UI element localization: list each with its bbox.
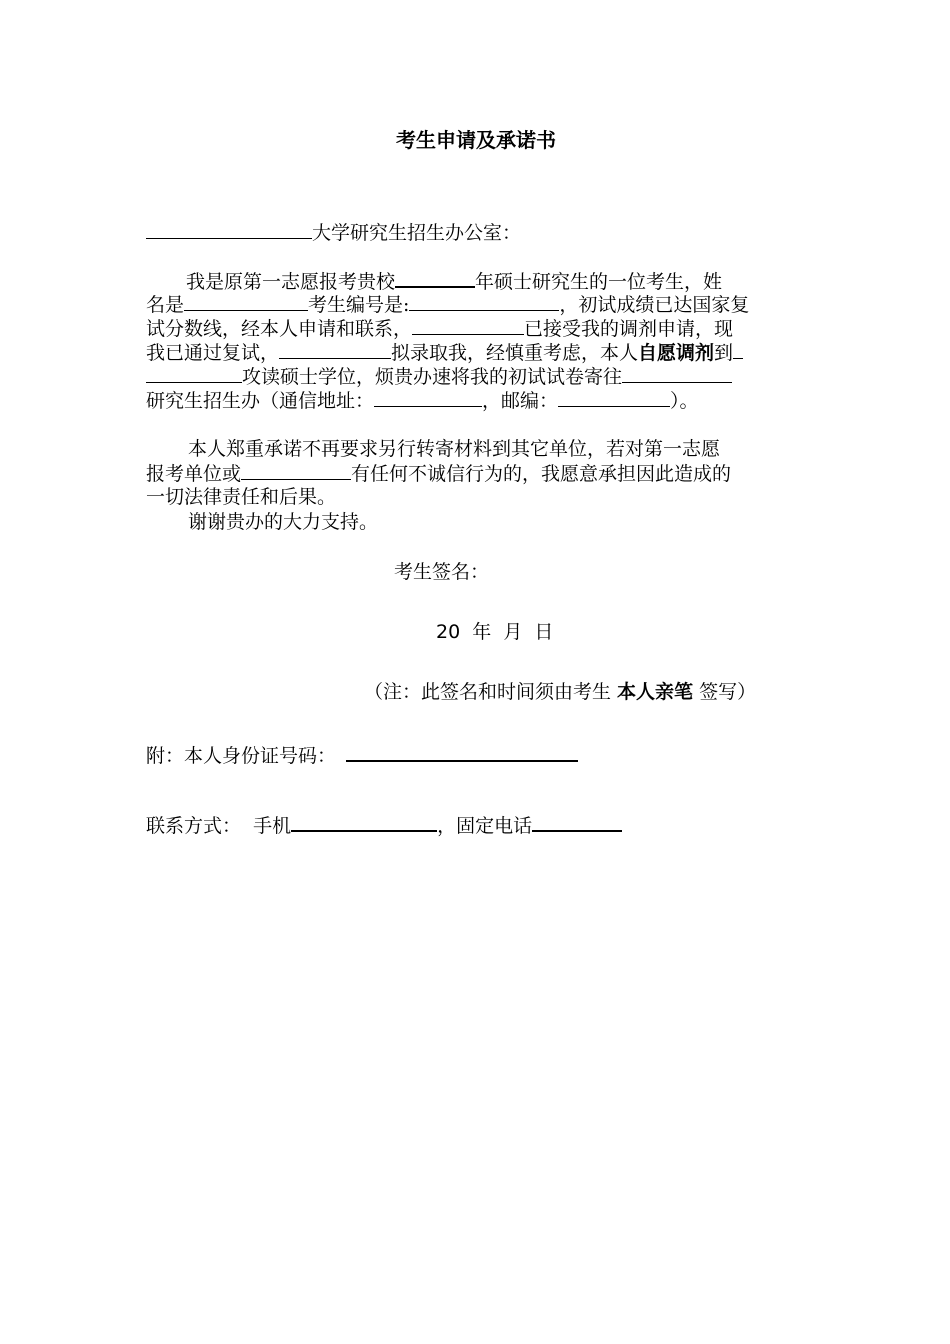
document-page xyxy=(146,0,806,1344)
note-text: （注：此签名和时间须由考生 xyxy=(364,681,618,703)
note-text: 签写） xyxy=(693,681,757,703)
para1-text: 我是原第一志愿报考贵校 xyxy=(186,271,396,293)
para1-text: 名是 xyxy=(146,294,185,316)
target-school-blank[interactable] xyxy=(146,364,242,383)
landline-blank[interactable] xyxy=(532,812,622,832)
date-line: 20 年 月 日 xyxy=(436,621,554,643)
para1-line4 xyxy=(146,340,743,365)
contact-line xyxy=(146,812,622,838)
admitting-school-blank[interactable] xyxy=(412,316,524,335)
para1-line2 xyxy=(146,292,749,317)
target-school-blank-start[interactable] xyxy=(733,340,743,359)
mobile-blank[interactable] xyxy=(291,812,437,832)
para1-text: 研究生招生办（通信地址： xyxy=(146,390,375,412)
para2-text: 有任何不诚信行为的，我愿意承担因此造成的 xyxy=(351,463,732,485)
para1-text: ）。 xyxy=(670,390,699,412)
addressee-text: 大学研究生招生办公室： xyxy=(312,222,522,244)
para1-text: ，邮编： xyxy=(482,390,559,412)
name-blank[interactable] xyxy=(184,292,308,311)
para2-line2 xyxy=(146,461,731,486)
voluntary-adjust-bold: 自愿调剂 xyxy=(638,342,715,364)
para1-text: 到 xyxy=(714,342,734,364)
para2-line3: 一切法律责任和后果。 xyxy=(146,486,337,508)
id-number-line xyxy=(146,742,578,768)
send-to-blank[interactable] xyxy=(622,364,732,383)
id-number-label: 附：本人身份证号码： xyxy=(146,745,337,767)
para1-text: ，初试成绩已达国家复 xyxy=(559,294,750,316)
para1-line6 xyxy=(146,388,699,413)
other-unit-blank[interactable] xyxy=(241,461,351,480)
para1-text: 攻读硕士学位，烦贵办速将我的初试试卷寄往 xyxy=(242,366,623,388)
para2-text: 报考单位或 xyxy=(146,463,242,485)
para1-text: 年硕士研究生的一位考生，姓 xyxy=(475,271,723,293)
note-line xyxy=(364,680,756,704)
para1-line5 xyxy=(146,364,732,389)
postal-code-blank[interactable] xyxy=(558,388,670,407)
admitting-unit-blank[interactable] xyxy=(279,340,391,359)
para2-line1: 本人郑重承诺不再要求另行转寄材料到其它单位，若对第一志愿 xyxy=(188,438,721,460)
para1-text: 考生编号是: xyxy=(308,294,410,316)
para1-line3 xyxy=(146,316,733,341)
signature-label: 考生签名： xyxy=(394,561,490,583)
para1-text: 我已通过复试， xyxy=(146,342,280,364)
addressee-line xyxy=(146,220,521,245)
contact-label: 联系方式： 手机 xyxy=(146,815,292,837)
exam-number-blank[interactable] xyxy=(409,292,559,311)
para1-text: 试分数线，经本人申请和联系， xyxy=(146,318,413,340)
thanks-line: 谢谢贵办的大力支持。 xyxy=(188,511,379,533)
mailing-address-blank[interactable] xyxy=(374,388,482,407)
para1-text: 已接受我的调剂申请，现 xyxy=(524,318,734,340)
para1-text: 拟录取我，经慎重考虑，本人 xyxy=(391,342,639,364)
document-title: 考生申请及承诺书 xyxy=(396,128,556,152)
landline-label: ，固定电话 xyxy=(437,815,533,837)
id-number-blank[interactable] xyxy=(346,742,578,762)
year-blank[interactable] xyxy=(395,268,475,288)
para1-line1 xyxy=(186,268,722,294)
university-blank[interactable] xyxy=(146,220,312,239)
note-bold: 本人亲笔 xyxy=(617,681,694,703)
